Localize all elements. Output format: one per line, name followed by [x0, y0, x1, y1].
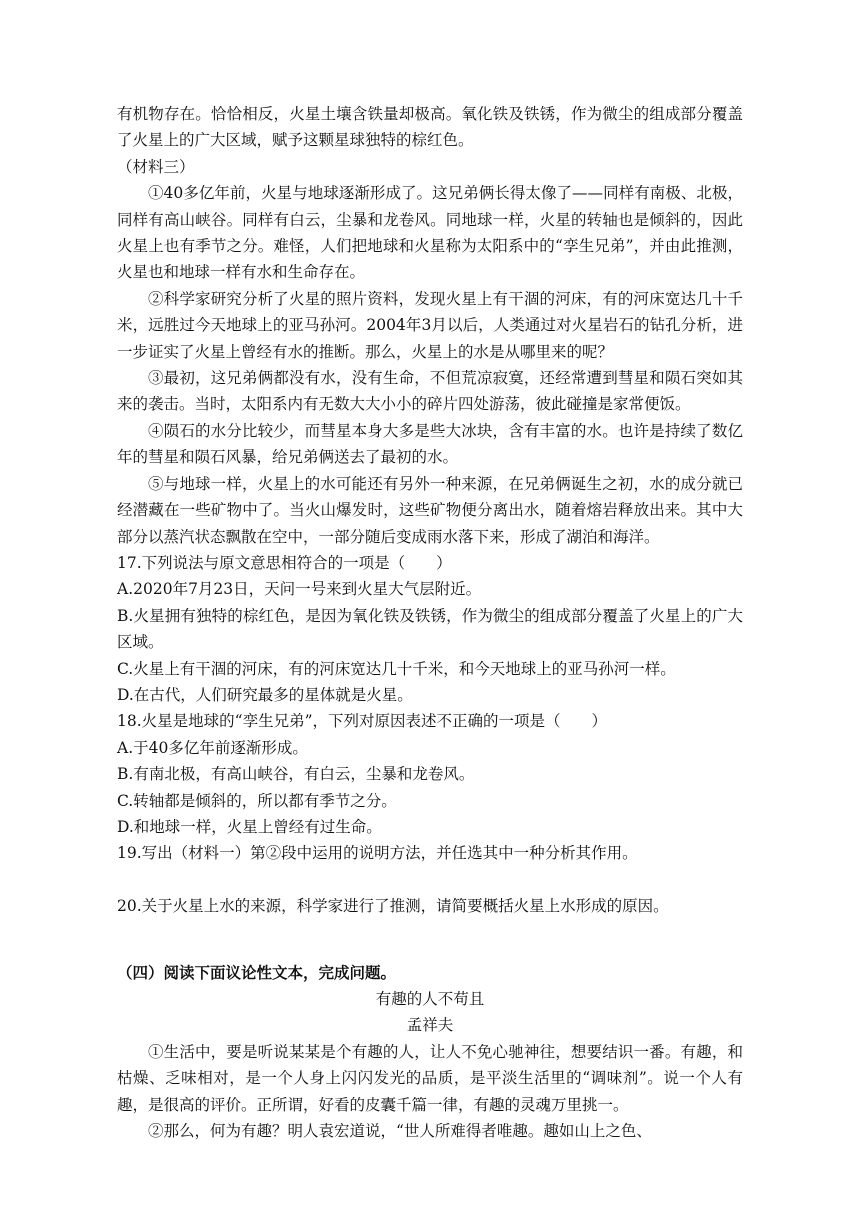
essay-paragraph-1: ①生活中，要是听说某某是个有趣的人，让人不免心驰神往，想要结识一番。有趣，和枯燥、乏味相对，是一个人身上闪闪发光的品质，是平淡生活里的“调味剂”。说一个人有趣，是很高的评价。正所谓，好看的皮囊千篇一律，有趣的灵魂万里挑一。	[117, 1042, 743, 1114]
question-17-stem: 17.下列说法与原文意思相符合的一项是（ ）	[117, 553, 452, 572]
question-20: 20.关于火星上水的来源，科学家进行了推测，请简要概括火星上水形成的原因。	[117, 897, 669, 916]
answer-space-19	[117, 867, 743, 893]
essay-author: 孟祥夫	[406, 1016, 454, 1035]
section-four-heading: （四）阅读下面议论性文本，完成问题。	[117, 962, 397, 982]
question-18-stem: 18.火星是地球的“孪生兄弟”，下列对原因表述不正确的一项是（ ）	[117, 712, 608, 731]
document-body	[117, 101, 743, 1144]
intro-paragraph: 有机物存在。恰恰相反，火星土壤含铁量却极高。氧化铁及铁锈，作为微尘的组成部分覆盖了火星上的广大区域，赋予这颗星球独特的棕红色。	[117, 105, 743, 150]
essay-title: 有趣的人不苟且	[375, 989, 485, 1008]
essay-paragraph-2: ②那么，何为有趣？明人袁宏道说，“世人所难得者唯趣。趣如山上之色、	[148, 1122, 652, 1141]
material-three-paragraph-2: ②科学家研究分析了火星的照片资料，发现火星上有干涸的河床，有的河床宽达几十千米，远胜过今天地球上的亚马孙河。2004年3月以后，人类通过对火星岩石的钻孔分析，进一步证实了火星上曾经有水的推断。那么，火星上的水是从哪里来的呢？	[117, 289, 743, 361]
question-17-option-d: D.在古代，人们研究最多的星体就是火星。	[117, 685, 413, 704]
question-18-option-c: C.转轴都是倾斜的，所以都有季节之分。	[117, 791, 397, 810]
question-17-option-b: B.火星拥有独特的棕红色，是因为氧化铁及铁锈，作为微尘的组成部分覆盖了火星上的广大区域。	[117, 606, 743, 652]
material-three-paragraph-5: ⑤与地球一样，火星上的水可能还有另外一种来源，在兄弟俩诞生之初，水的成分就已经潜藏在一些矿物中了。当火山爆发时，这些矿物便分离出水，随着熔岩释放出来。其中大部分以蒸汽状态飘散在空中，一部分随后变成雨水落下来，形成了湖泊和海洋。	[117, 474, 743, 546]
question-18-option-a: A.于40多亿年前逐渐形成。	[117, 738, 308, 757]
material-three-paragraph-1: ①40多亿年前，火星与地球逐渐形成了。这兄弟俩长得太像了——同样有南极、北极，同样有高山峡谷。同样有白云，尘暴和龙卷风。同地球一样，火星的转轴也是倾斜的，因此火星上也有季节之分。难怪，人们把地球和火星称为太阳系中的“孪生兄弟”，并由此推测，火星也和地球一样有水和生命存在。	[117, 184, 743, 282]
material-three-paragraph-3: ③最初，这兄弟俩都没有水，没有生命，不但荒凉寂寞，还经常遭到彗星和陨石突如其来的袭击。当时，太阳系内有无数大大小小的碎片四处游荡，彼此碰撞是家常便饭。	[117, 369, 743, 414]
question-19: 19.写出（材料一）第②段中运用的说明方法，并任选其中一种分析其作用。	[117, 844, 638, 863]
question-17-option-a: A.2020年7月23日，天问一号来到火星大气层附近。	[117, 580, 482, 599]
material-three-paragraph-4: ④陨石的水分比较少，而彗星本身大多是些大冰块，含有丰富的水。也许是持续了数亿年的彗星和陨石风暴，给兄弟俩送去了最初的水。	[117, 421, 743, 467]
question-18-option-d: D.和地球一样，火星上曾经有过生命。	[117, 817, 382, 836]
material-three-label: （材料三）	[117, 157, 195, 176]
answer-space-20	[117, 920, 743, 960]
question-17-option-c: C.火星上有干涸的河床，有的河床宽达几十千米，和今天地球上的亚马孙河一样。	[117, 659, 676, 678]
question-18-option-b: B.有南北极，有高山峡谷，有白云，尘暴和龙卷风。	[117, 765, 475, 784]
